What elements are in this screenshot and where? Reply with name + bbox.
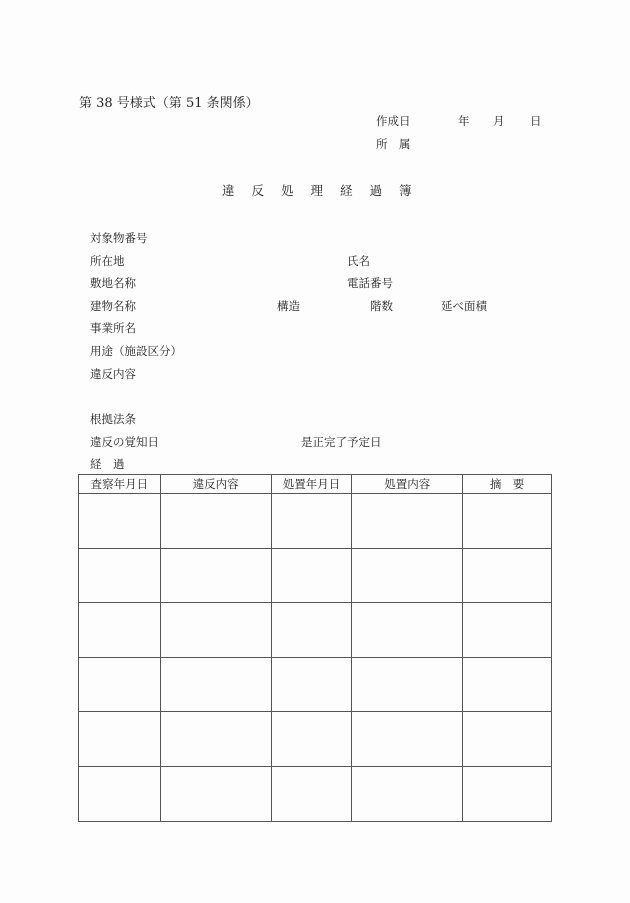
table-row (79, 712, 552, 767)
table-cell[interactable] (160, 603, 271, 658)
table-cell[interactable] (463, 657, 552, 712)
table-cell[interactable] (352, 657, 463, 712)
day-label: 日 (530, 114, 542, 128)
table-cell[interactable] (79, 657, 161, 712)
column-header-remarks: 摘 要 (463, 475, 552, 494)
building-name-label: 建物名称 (90, 299, 136, 313)
violation-recognition-date-label: 違反の覚知日 (90, 435, 159, 449)
affiliation-label: 所 属 (376, 137, 411, 151)
table-cell[interactable] (160, 712, 271, 767)
table-header-row (79, 475, 552, 494)
progress-table (78, 474, 552, 822)
correction-due-date-label: 是正完了予定日 (301, 435, 382, 449)
table-cell[interactable] (463, 494, 552, 549)
month-label: 月 (493, 114, 505, 128)
year-label: 年 (458, 114, 470, 128)
column-header-inspection-date: 査察年月日 (79, 475, 161, 494)
table-cell[interactable] (352, 603, 463, 658)
table-row (79, 494, 552, 549)
structure-label: 構造 (277, 299, 300, 313)
table-cell[interactable] (352, 548, 463, 603)
table-row (79, 766, 552, 821)
violation-content-label: 違反内容 (90, 367, 136, 381)
table-cell[interactable] (271, 766, 352, 821)
table-cell[interactable] (160, 766, 271, 821)
table-cell[interactable] (352, 766, 463, 821)
office-name-label: 事業所名 (90, 321, 136, 335)
table-cell[interactable] (79, 766, 161, 821)
table-cell[interactable] (160, 657, 271, 712)
legal-basis-label: 根拠法条 (90, 412, 136, 426)
table-cell[interactable] (271, 494, 352, 549)
created-date-label: 作成日 (376, 114, 411, 128)
name-label: 氏名 (347, 254, 370, 268)
total-floor-area-label: 延べ面積 (441, 299, 487, 313)
table-cell[interactable] (352, 712, 463, 767)
floors-label: 階数 (370, 299, 393, 313)
table-cell[interactable] (463, 712, 552, 767)
table-cell[interactable] (160, 548, 271, 603)
table-cell[interactable] (79, 603, 161, 658)
page-title: 違反処理経過簿 (222, 183, 429, 198)
table-row (79, 548, 552, 603)
target-number-label: 対象物番号 (90, 231, 148, 245)
table-cell[interactable] (271, 657, 352, 712)
table-cell[interactable] (463, 766, 552, 821)
progress-label: 経 過 (90, 457, 125, 471)
table-cell[interactable] (463, 603, 552, 658)
site-name-label: 敷地名称 (90, 276, 136, 290)
table-cell[interactable] (79, 712, 161, 767)
column-header-violation-content: 違反内容 (160, 475, 271, 494)
table-cell[interactable] (271, 712, 352, 767)
table-cell[interactable] (160, 494, 271, 549)
form-number: 第 38 号様式（第 51 条関係） (79, 96, 259, 111)
location-label: 所在地 (90, 254, 125, 268)
table-row (79, 657, 552, 712)
column-header-action-content: 処置内容 (352, 475, 463, 494)
table-cell[interactable] (271, 603, 352, 658)
column-header-action-date: 処置年月日 (271, 475, 352, 494)
table-cell[interactable] (352, 494, 463, 549)
table-cell[interactable] (79, 548, 161, 603)
table-cell[interactable] (271, 548, 352, 603)
table-row (79, 603, 552, 658)
table-cell[interactable] (463, 548, 552, 603)
table-cell[interactable] (79, 494, 161, 549)
use-label: 用途（施設区分） (90, 344, 182, 358)
phone-label: 電話番号 (347, 276, 393, 290)
